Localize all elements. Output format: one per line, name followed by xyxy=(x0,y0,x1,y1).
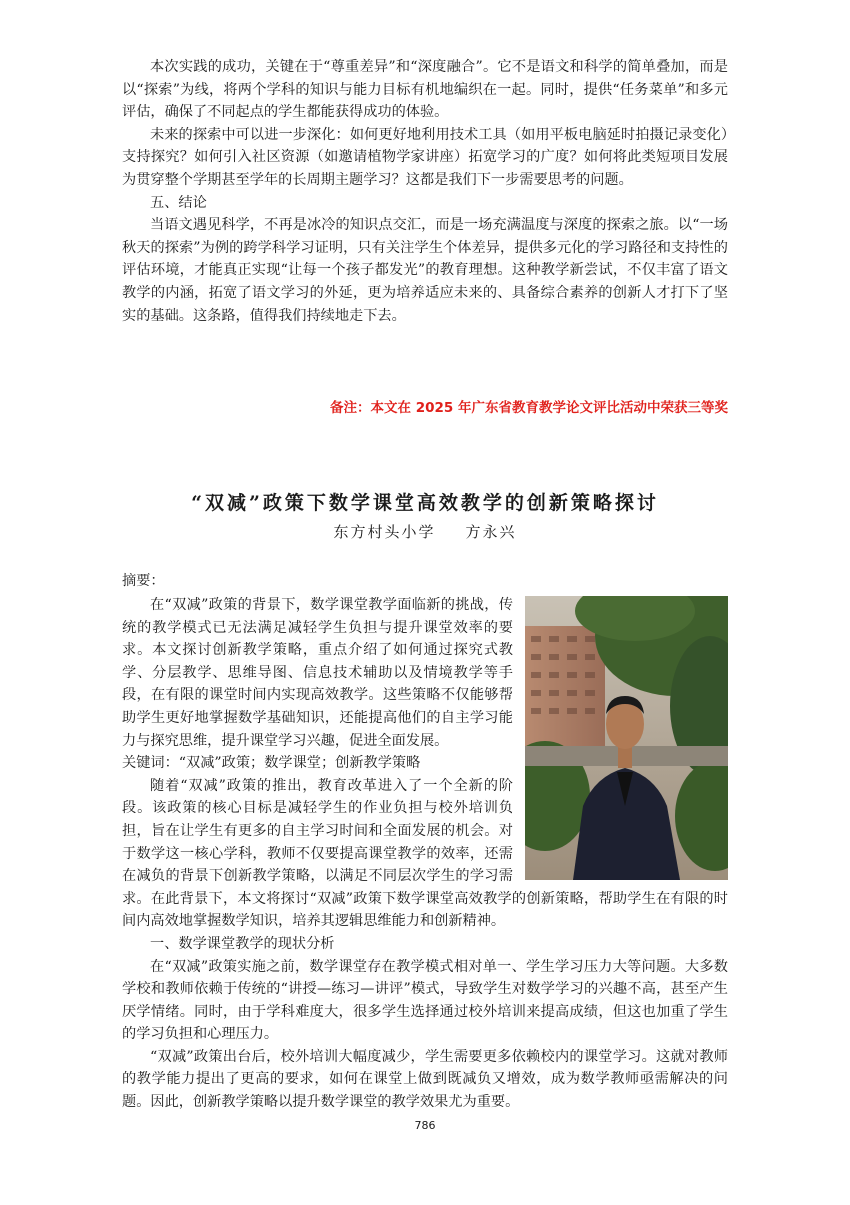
author-name: 方永兴 xyxy=(465,523,517,541)
article-title: “双减”政策下数学课堂高效教学的创新策略探讨 xyxy=(191,492,659,514)
abstract-label: 摘要： xyxy=(122,573,165,589)
paragraph: 当语文遇见科学，不再是冰冷的知识点交汇，而是一场充满温度与深度的探索之旅。以“一场秋天的探索”为例的跨学科学习证明，只有关注学生个体差异，提供多元化的学习路径和支持性的评估环境，才能真正实现“让每一个孩子都发光”的教育理想。这种教学新尝试，不仅丰富了语文教学的内涵，拓宽了语文学习的外延，更为培养适应未来的、具备综合素养的创新人才打下了坚实的基础。这条路，值得我们持续地走下去。 xyxy=(122,217,728,324)
paragraph: 未来的探索中可以进一步深化：如何更好地利用技术工具（如用平板电脑延时拍摄记录变化）支持探究？如何引入社区资源（如邀请植物学家讲座）拓宽学习的广度？如何将此类短项目发展为贯穿整个学期甚至学年的长周期主题学习？这都是我们下一步需要思考的问题。 xyxy=(122,126,728,188)
section-heading: 一、数学课堂教学的现状分析 xyxy=(150,935,335,952)
paragraph: 在“双减”政策实施之前，数学课堂存在教学模式相对单一、学生学习压力大等问题。大多数学校和教师依赖于传统的“讲授—练习—讲评”模式，导致学生对数学学习的兴趣不高，甚至产生厌学情绪。同时，由于学科难度大，很多学生选择通过校外培训来提高成绩，但这也加重了学生的学习负担和心理压力。 xyxy=(122,958,728,1043)
article-body xyxy=(122,594,728,1114)
author-photo xyxy=(525,596,728,880)
school-name: 东方村头小学 xyxy=(333,523,436,541)
paragraph: “双减”政策出台后，校外培训大幅度减少，学生需要更多依赖校内的课堂学习。这就对教师的教学能力提出了更高的要求，如何在课堂上做到既减负又增效，成为数学教师亟需解决的问题。因此，创新教学策略以提升数学课堂的教学效果尤为重要。 xyxy=(122,1048,728,1111)
author-line xyxy=(0,521,850,542)
page-number: 786 xyxy=(414,1119,436,1132)
author-photo-image xyxy=(525,596,728,880)
section-heading: 五、结论 xyxy=(150,194,207,211)
intro-paragraph: 随着“双减”政策的推出，教育改革进入了一个全新的阶段。该政策的核心目标是减轻学生的作业负担与校外培训负担，旨在让学生有更多的自主学习时间和全面发展的机会。对于数学这一核心学科，教师不仅要提高课堂教学的效率，还需在减负的背景下创新教学策略，以满足不同层次学生的学习需求。在此背景下，本文将探讨“双减”政策下数学课堂高效教学的创新策略，帮助学生在有限的时间内高效地掌握数学知识，培养其逻辑思维能力和创新精神。 xyxy=(122,777,728,930)
previous-article-tail xyxy=(122,56,728,327)
abstract-text: 在“双减”政策的背景下，数学课堂教学面临新的挑战，传统的教学模式已无法满足减轻学生负担与提升课堂效率的要求。本文探讨创新教学策略，重点介绍了如何通过探究式教学、分层教学、思维导图、信息技术辅助以及情境教学等手段，在有限的课堂时间内实现高效教学。这些策略不仅能够帮助学生更好地掌握数学基础知识，还能提高他们的自主学习能力与探究思维，提升课堂学习兴趣，促进全面发展。 xyxy=(122,597,513,749)
paragraph: 本次实践的成功，关键在于“尊重差异”和“深度融合”。它不是语文和科学的简单叠加，而是以“探索”为线，将两个学科的知识与能力目标有机地编织在一起。同时，提供“任务菜单”和多元评估，确保了不同起点的学生都能获得成功的体验。 xyxy=(122,59,728,121)
award-note: 备注：本文在 2025 年广东省教育教学论文评比活动中荣获三等奖 xyxy=(330,400,728,416)
keywords: 关键词：“双减”政策；数学课堂；创新教学策略 xyxy=(122,755,421,772)
